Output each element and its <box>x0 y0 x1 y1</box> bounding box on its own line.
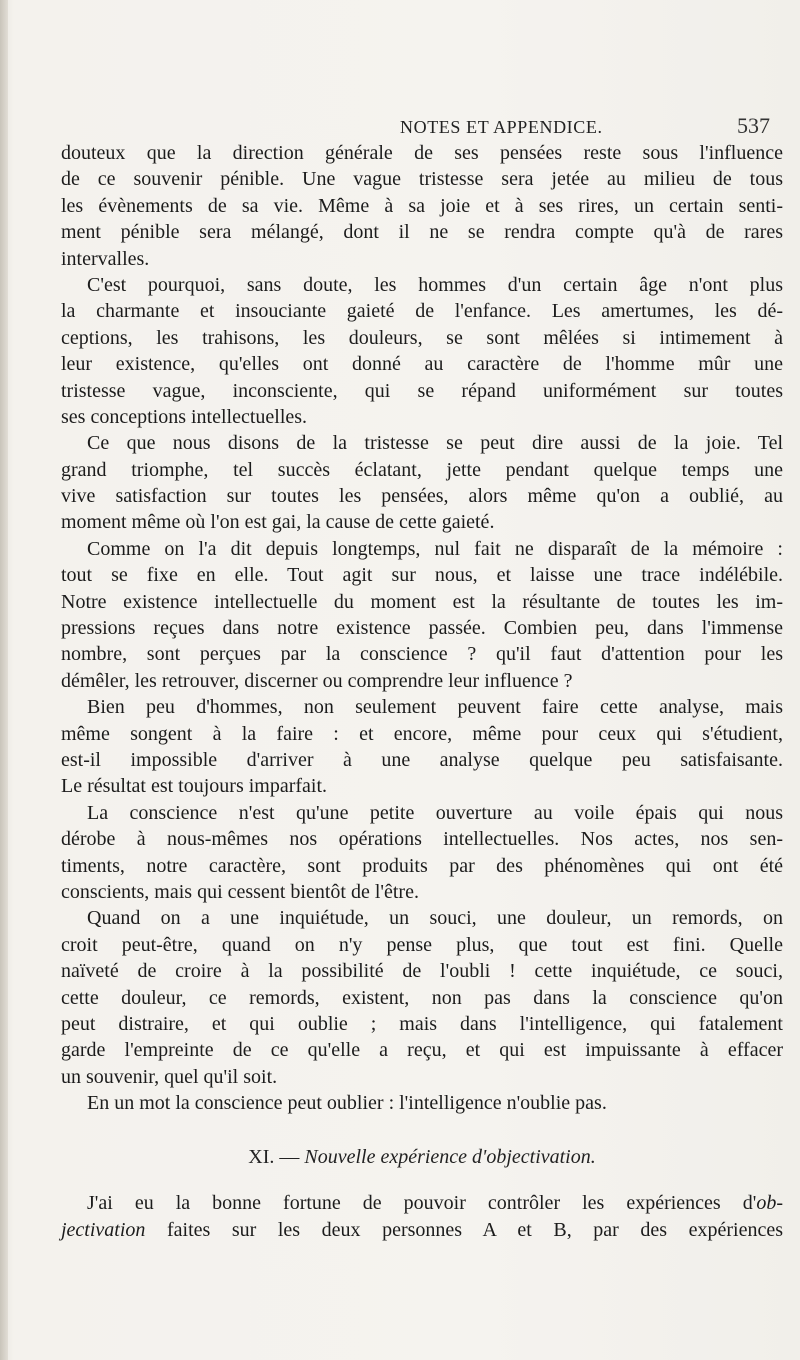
running-title: NOTES ET APPENDICE. <box>400 117 603 137</box>
paragraph <box>61 272 783 430</box>
section-heading <box>61 1130 783 1184</box>
text-line: ceptions, les trahisons, les douleurs, se sont mêlées si intimement à <box>61 326 783 349</box>
text-line: Ce que nous disons de la tristesse se peut dire aussi de la joie. Tel <box>87 432 783 455</box>
paragraph <box>61 1090 783 1116</box>
text-line: Quand on a une inquiétude, un souci, une douleur, un remords, on <box>87 907 783 930</box>
text-line: est-il impossible d'arriver à une analyse quelque peu satisfaisante. <box>61 748 783 771</box>
italic-term: jectivation <box>61 1218 146 1241</box>
paragraph <box>61 140 783 272</box>
paragraph <box>61 536 783 694</box>
text-line: peut distraire, et qui oublie ; mais dans l'intelligence, qui fatalement <box>61 1012 783 1035</box>
text-line: garde l'empreinte de ce qu'elle a reçu, et qui est impuissante à effacer <box>61 1039 783 1062</box>
italic-term: ob- <box>756 1192 783 1215</box>
text-line: tout se fixe en elle. Tout agit sur nous, et laisse une trace indélébile. <box>61 564 783 587</box>
text-line: ment pénible sera mélangé, dont il ne se rendra compte qu'à de rares <box>61 221 783 244</box>
paragraph <box>61 905 783 1090</box>
text-line: Notre existence intellectuelle du moment est la résultante de toutes les im- <box>61 590 783 613</box>
text-line: C'est pourquoi, sans doute, les hommes d'un certain âge n'ont plus <box>87 273 783 296</box>
paragraph <box>61 430 783 536</box>
paragraph <box>61 800 783 906</box>
section-number: XI. — <box>248 1146 300 1169</box>
text-line: croit peut-être, quand on n'y pense plus, que tout est fini. Quelle <box>61 933 783 956</box>
body-text <box>61 140 783 1310</box>
text-line: grand triomphe, tel succès éclatant, jette pendant quelque temps une <box>61 458 783 481</box>
text-line: conscients, mais qui cessent bientôt de l'être. <box>61 880 419 903</box>
text-line: En un mot la conscience peut oublier : l'intelligence n'oublie pas. <box>87 1092 607 1115</box>
page-header <box>400 113 780 143</box>
text-line: dérobe à nous-mêmes nos opérations intellectuelles. Nos actes, nos sen- <box>61 828 783 851</box>
text-line: un souvenir, quel qu'il soit. <box>61 1065 278 1088</box>
text-line: même songent à la faire : et encore, même pour ceux qui s'étudient, <box>61 722 783 745</box>
text-line: pressions reçues dans notre existence passée. Combien peu, dans l'immense <box>61 617 783 640</box>
text-line: moment même où l'on est gai, la cause de cette gaieté. <box>61 511 495 534</box>
paragraph <box>61 1190 783 1243</box>
text-line: vive satisfaction sur toutes les pensées, alors même qu'on a oublié, au <box>61 485 783 508</box>
text-line: les évènements de sa vie. Même à sa joie et à ses rires, un certain senti- <box>61 194 783 217</box>
text-line: naïveté de croire à la possibilité de l'oubli ! cette inquiétude, ce souci, <box>61 960 783 983</box>
text-line <box>61 1190 783 1216</box>
text-line: Le résultat est toujours imparfait. <box>61 775 328 798</box>
text-line: timents, notre caractère, sont produits par des phénomènes qui ont été <box>61 854 783 877</box>
text-line: nombre, sont perçues par la conscience ? qu'il faut d'attention pour les <box>61 643 783 666</box>
text-line: Comme on l'a dit depuis longtemps, nul fait ne disparaît de la mémoire : <box>87 537 783 560</box>
text-line: démêler, les retrouver, discerner ou comprendre leur influence ? <box>61 669 573 692</box>
page-number: 537 <box>737 113 770 138</box>
text-line: ses conceptions intellectuelles. <box>61 405 308 428</box>
paragraph <box>61 694 783 800</box>
text-line: tristesse vague, inconsciente, qui se répand uniformément sur toutes <box>61 379 783 402</box>
text-line: cette douleur, ce remords, existent, non pas dans la conscience qu'on <box>61 986 783 1009</box>
section-title: Nouvelle expérience d'objectivation. <box>304 1146 596 1169</box>
text-line: intervalles. <box>61 247 150 270</box>
page-gutter-shadow <box>0 0 8 1360</box>
text-run: J'ai eu la bonne fortune de pouvoir contrôler les expériences d' <box>87 1192 757 1215</box>
text-line: de ce souvenir pénible. Une vague tristesse sera jetée au milieu de tous <box>61 168 783 191</box>
text-line: la charmante et insouciante gaieté de l'enfance. Les amertumes, les dé- <box>61 300 783 323</box>
text-line <box>61 1217 783 1243</box>
text-line: Bien peu d'hommes, non seulement peuvent faire cette analyse, mais <box>87 696 783 719</box>
text-run: faites sur les deux personnes A et B, par des expériences <box>145 1218 783 1241</box>
text-line: La conscience n'est qu'une petite ouverture au voile épais qui nous <box>87 801 783 824</box>
text-line: leur existence, qu'elles ont donné au caractère de l'homme mûr une <box>61 353 783 376</box>
text-line: douteux que la direction générale de ses pensées reste sous l'influence <box>61 142 783 164</box>
